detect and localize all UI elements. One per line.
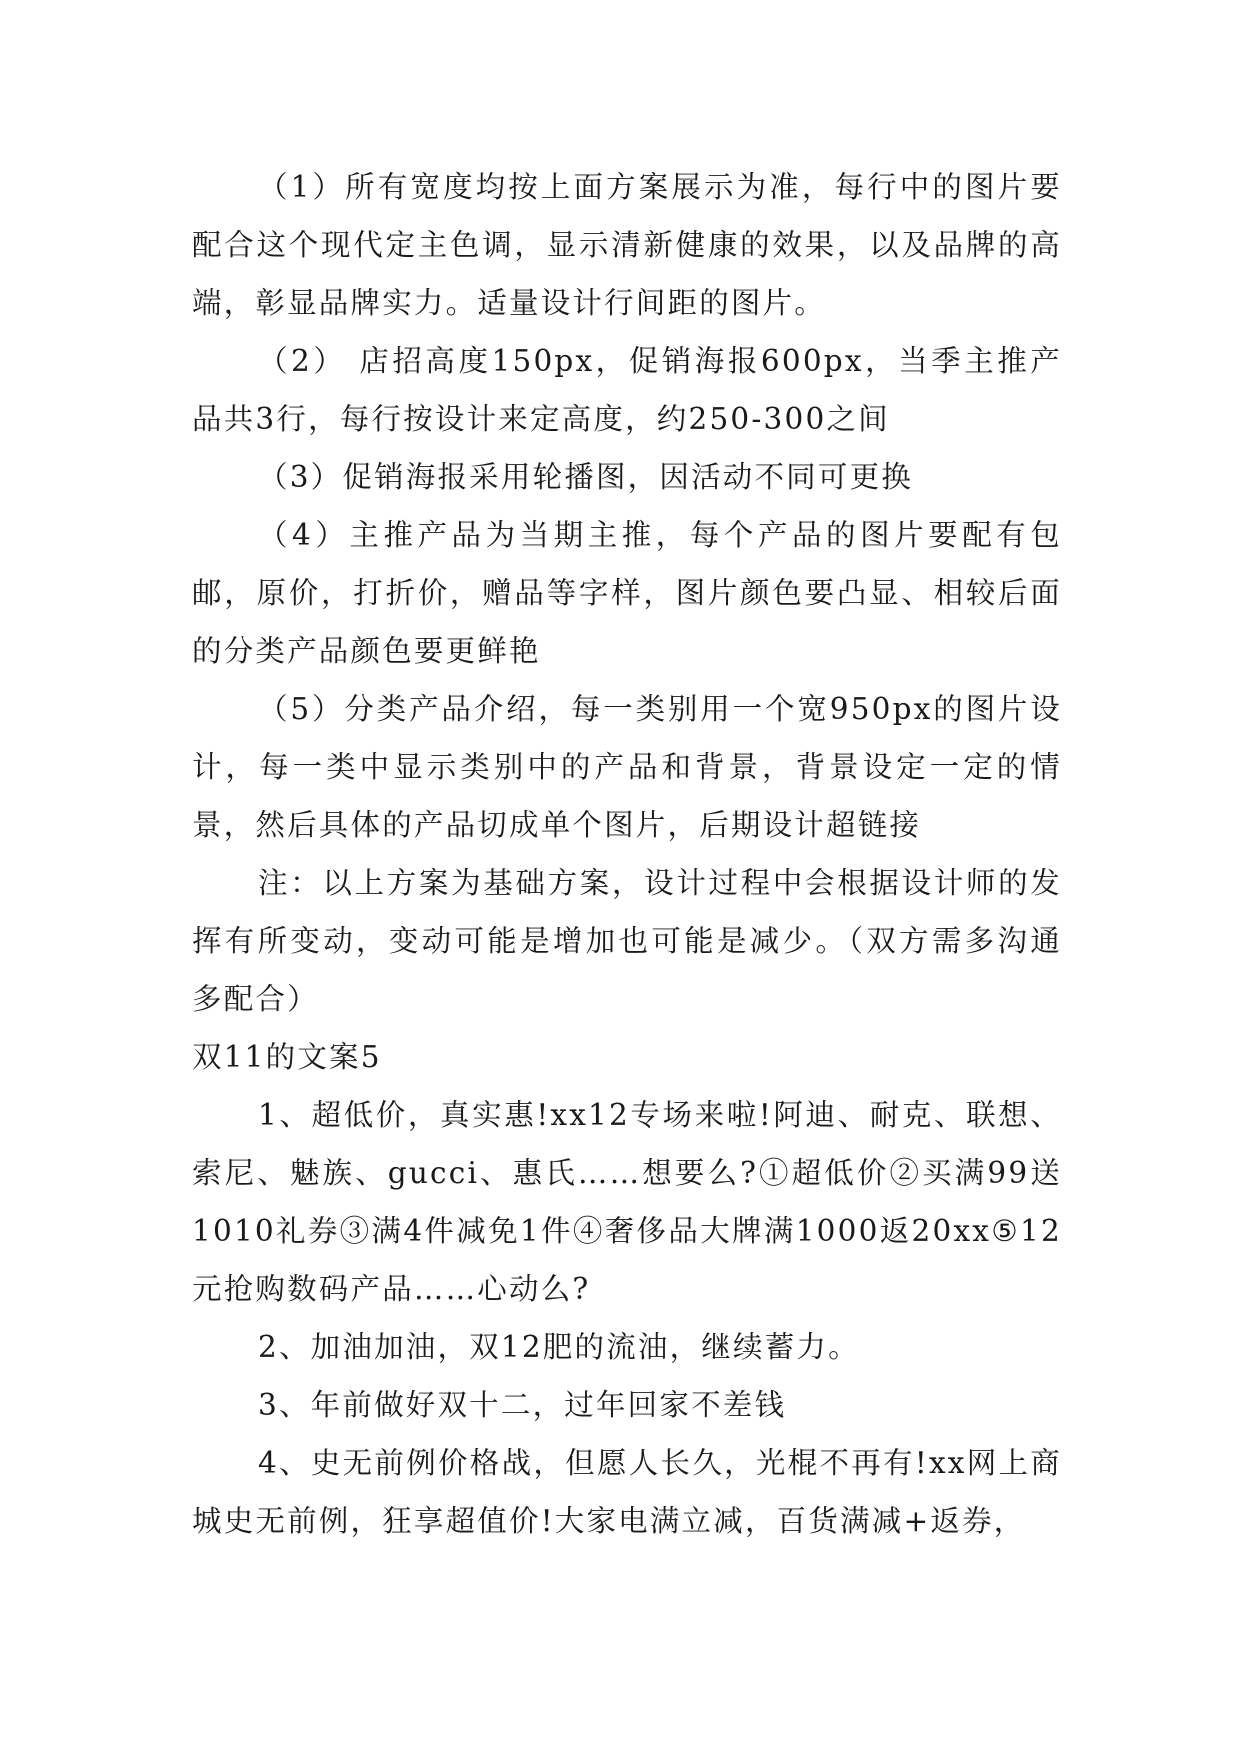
paragraph-category-intro: （5）分类产品介绍，每一类别用一个宽950px的图片设计，每一类中显示类别中的产品和背景，背景设定一定的情景，然后具体的产品切成单个图片，后期设计超链接 bbox=[192, 692, 1062, 842]
paragraph-dimensions: （2） 店招高度150px，促销海报600px，当季主推产品共3行，每行按设计来定高度，约250-300之间 bbox=[192, 344, 1062, 436]
paragraph-carousel: （3）促销海报采用轮播图，因活动不同可更换 bbox=[258, 460, 913, 494]
slogan-item-1: 1、超低价，真实惠!xx12专场来啦!阿迪、耐克、联想、索尼、魅族、gucci、惠氏……想要么?①超低价②买满99送1010礼券③满4件减免1件④奢侈品大牌满1000返20xx⑤12元抢购数码产品……心动么? bbox=[192, 1098, 1062, 1306]
section-heading: 双11的文案5 bbox=[192, 1040, 382, 1074]
paragraph-featured-products: （4）主推产品为当期主推，每个产品的图片要配有包邮，原价，打折价，赠品等字样，图片颜色要凸显、相较后面的分类产品颜色要更鲜艳 bbox=[192, 518, 1062, 668]
slogan-item-3: 3、年前做好双十二，过年回家不差钱 bbox=[258, 1388, 787, 1422]
slogan-item-4: 4、史无前例价格战，但愿人长久，光棍不再有!xx网上商城史无前例，狂享超值价!大家电满立减，百货满减+返券， bbox=[192, 1446, 1062, 1538]
paragraph-note: 注：以上方案为基础方案，设计过程中会根据设计师的发挥有所变动，变动可能是增加也可能是减少。（双方需多沟通多配合） bbox=[192, 866, 1062, 1016]
document-body bbox=[192, 158, 1062, 1550]
slogan-item-2: 2、加油加油，双12肥的流油，继续蓄力。 bbox=[258, 1330, 860, 1364]
paragraph-layout-width: （1）所有宽度均按上面方案展示为准，每行中的图片要配合这个现代定主色调，显示清新健康的效果，以及品牌的高端，彰显品牌实力。适量设计行间距的图片。 bbox=[192, 170, 1062, 320]
